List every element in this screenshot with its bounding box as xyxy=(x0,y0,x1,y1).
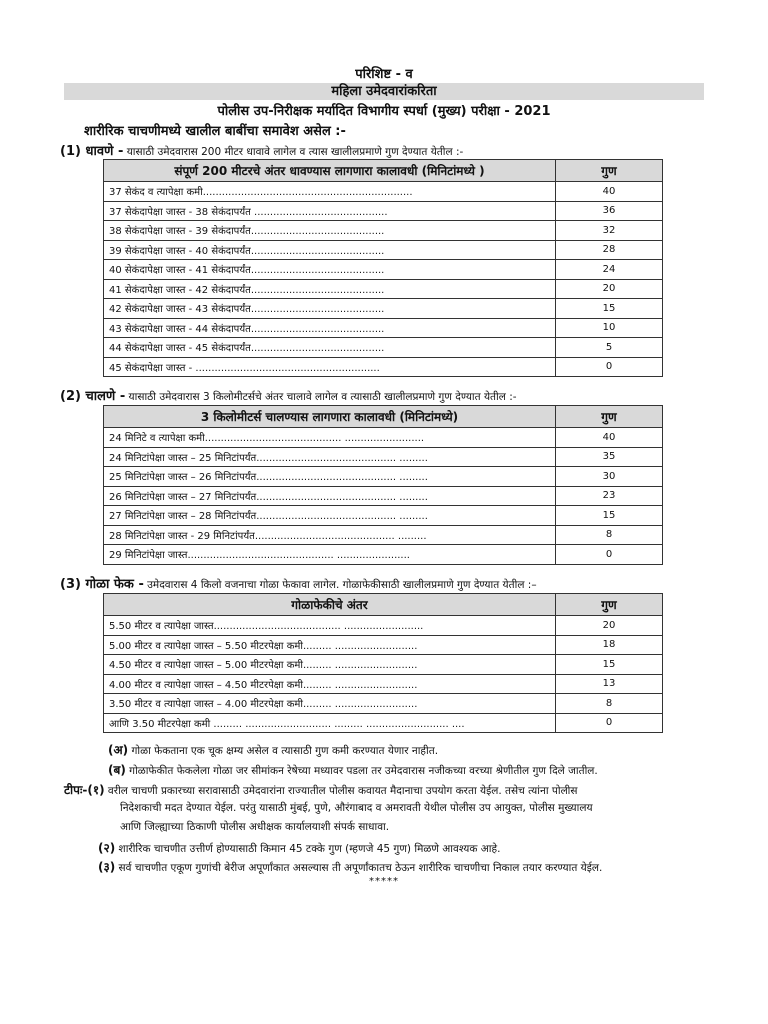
section-text: यासाठी उमेदवारास 3 किलोमीटर्सचे अंतर चालावे लागेल व त्यासाठी खालीलप्रमाणे गुण देण्यात येतील :- xyxy=(125,391,517,403)
note-number: टीपः-(१) xyxy=(64,783,105,797)
table-row xyxy=(104,221,663,241)
exam-title: पोलीस उप-निरीक्षक मर्यादित विभागीय स्पर्धा (मुख्य) परीक्षा - 2021 xyxy=(217,104,551,119)
table-row xyxy=(104,467,663,487)
walking-score-table xyxy=(103,405,663,565)
table-row xyxy=(104,318,663,338)
table-row xyxy=(104,299,663,319)
row-points: 28 xyxy=(556,240,663,260)
table-row xyxy=(104,279,663,299)
row-points: 36 xyxy=(556,201,663,221)
table-row xyxy=(104,240,663,260)
table-row xyxy=(104,525,663,545)
column-header: 3 किलोमीटर्स चालण्यास लागणारा कालावधी (मिनिटांमध्ये) xyxy=(104,406,556,428)
column-header: गुण xyxy=(556,160,663,182)
row-points: 0 xyxy=(556,545,663,565)
row-label: 3.50 मीटर व त्यापेक्षा जास्त – 4.00 मीटरपेक्षा कमी......... .......................... xyxy=(104,694,556,714)
row-label: 27 मिनिटांपेक्षा जास्त – 28 मिनिटांपर्यंत............................................ ......... xyxy=(104,506,556,526)
note-number: (३) xyxy=(98,860,116,874)
table-row xyxy=(104,545,663,565)
row-label: 45 सेकंदापेक्षा जास्त - .......................................................... xyxy=(104,357,556,377)
table-row xyxy=(104,616,663,636)
note-b xyxy=(108,761,598,778)
row-label: 5.50 मीटर व त्यापेक्षा जास्त........................................ ......................... xyxy=(104,616,556,636)
row-points: 20 xyxy=(556,279,663,299)
row-points: 24 xyxy=(556,260,663,280)
section-number: (1) धावणे - xyxy=(60,144,124,159)
row-points: 8 xyxy=(556,525,663,545)
row-points: 5 xyxy=(556,338,663,358)
row-points: 32 xyxy=(556,221,663,241)
table-header-row xyxy=(104,406,663,428)
table-row xyxy=(104,506,663,526)
row-points: 40 xyxy=(556,182,663,202)
column-header: संपूर्ण 200 मीटरचे अंतर धावण्यास लागणारा कालावधी (मिनिटांमध्ये ) xyxy=(104,160,556,182)
shotput-score-table xyxy=(103,593,663,733)
note-number: (२) xyxy=(98,841,116,855)
intro-heading: शारीरिक चाचणीमध्ये खालील बाबींचा समावेश असेल :- xyxy=(84,124,346,139)
table-row xyxy=(104,713,663,733)
row-label: 5.00 मीटर व त्यापेक्षा जास्त – 5.50 मीटरपेक्षा कमी......... .......................... xyxy=(104,635,556,655)
row-label: 26 मिनिटांपेक्षा जास्त – 27 मिनिटांपर्यंत............................................ ......... xyxy=(104,486,556,506)
row-label: 41 सेकंदापेक्षा जास्त - 42 सेकंदापर्यंत.......................................... xyxy=(104,279,556,299)
row-label: 40 सेकंदापेक्षा जास्त - 41 सेकंदापर्यंत.......................................... xyxy=(104,260,556,280)
section-number: (2) चालणे - xyxy=(60,389,126,404)
remark-2 xyxy=(98,839,500,856)
row-label: 25 मिनिटांपेक्षा जास्त – 26 मिनिटांपर्यंत............................................ ......... xyxy=(104,467,556,487)
table-row xyxy=(104,694,663,714)
remark-1-line2: निदेशकाची मदत देण्यात येईल. परंतु यासाठी मुंबई, पुणे, औरंगाबाद व अमरावती येथील पोलीस उप आयुक्त, पोलीस मुख्यालय xyxy=(120,802,593,814)
row-points: 15 xyxy=(556,506,663,526)
note-text: वरील चाचणी प्रकारच्या सरावासाठी उमेदवारांना राज्यातील पोलीस कवायत मैदानाचा उपयोग करता येईल. तसेच त्यांना पोलीस xyxy=(104,785,578,797)
row-label: 24 मिनिटांपेक्षा जास्त – 25 मिनिटांपर्यंत............................................ ......... xyxy=(104,447,556,467)
row-points: 20 xyxy=(556,616,663,636)
row-points: 23 xyxy=(556,486,663,506)
row-points: 40 xyxy=(556,428,663,448)
row-label: 29 मिनिटांपेक्षा जास्त.............................................. ....................... xyxy=(104,545,556,565)
table-row xyxy=(104,357,663,377)
row-points: 35 xyxy=(556,447,663,467)
remark-1 xyxy=(64,781,578,798)
note-text: गोळा फेकताना एक चूक क्षम्य असेल व त्यासाठी गुण कमी करण्यात येणार नाहीत. xyxy=(128,745,439,757)
table-row xyxy=(104,655,663,675)
row-points: 13 xyxy=(556,674,663,694)
table-row xyxy=(104,201,663,221)
end-marker: ***** xyxy=(369,876,399,887)
row-label: 4.00 मीटर व त्यापेक्षा जास्त – 4.50 मीटरपेक्षा कमी......... .......................... xyxy=(104,674,556,694)
row-points: 0 xyxy=(556,713,663,733)
table-row xyxy=(104,260,663,280)
row-label: 44 सेकंदापेक्षा जास्त - 45 सेकंदापर्यंत.......................................... xyxy=(104,338,556,358)
row-points: 30 xyxy=(556,467,663,487)
row-label: 37 सेकंद व त्यापेक्षा कमी.................................................................. xyxy=(104,182,556,202)
note-a xyxy=(108,741,438,758)
running-score-table xyxy=(103,159,663,377)
row-label: 39 सेकंदापेक्षा जास्त - 40 सेकंदापर्यंत.......................................... xyxy=(104,240,556,260)
section-number: (3) गोळा फेक - xyxy=(60,577,144,592)
table-header-row xyxy=(104,594,663,616)
section-walking-heading xyxy=(60,386,517,404)
row-points: 8 xyxy=(556,694,663,714)
table-row xyxy=(104,486,663,506)
row-label: 4.50 मीटर व त्यापेक्षा जास्त – 5.00 मीटरपेक्षा कमी......... .......................... xyxy=(104,655,556,675)
row-points: 15 xyxy=(556,299,663,319)
section-running-heading xyxy=(60,141,463,159)
note-text: सर्व चाचणीत एकूण गुणांची बेरीज अपूर्णांकात असल्यास ती अपूर्णांकातच ठेऊन शारीरिक चाचणीचा निकाल तयार करण्यात येईल. xyxy=(115,862,603,874)
appendix-title: परिशिष्ट - व xyxy=(355,67,413,82)
row-label: 24 मिनिटे व त्यापेक्षा कमी........................................... ......................... xyxy=(104,428,556,448)
row-points: 10 xyxy=(556,318,663,338)
row-label: 43 सेकंदापेक्षा जास्त - 44 सेकंदापर्यंत.......................................... xyxy=(104,318,556,338)
table-header-row xyxy=(104,160,663,182)
note-text: गोळाफेकीत फेकलेला गोळा जर सीमांकन रेषेच्या मध्यावर पडला तर उमेदवारास नजीकच्या वरच्या श्रेणीतील गुण दिले जातील. xyxy=(125,765,598,777)
table-row xyxy=(104,428,663,448)
row-points: 0 xyxy=(556,357,663,377)
row-label: 37 सेकंदापेक्षा जास्त - 38 सेकंदापर्यंत .......................................... xyxy=(104,201,556,221)
row-label: 28 मिनिटांपेक्षा जास्त - 29 मिनिटांपर्यंत............................................ ......... xyxy=(104,525,556,545)
note-number: (ब) xyxy=(108,763,126,777)
row-points: 15 xyxy=(556,655,663,675)
table-row xyxy=(104,338,663,358)
table-row xyxy=(104,447,663,467)
section-text: उमेदवारास 4 किलो वजनाचा गोळा फेकावा लागेल. गोळाफेकीसाठी खालीलप्रमाणे गुण देण्यात येतील :– xyxy=(143,579,537,591)
remark-1-line3: आणि जिल्ह्याच्या ठिकाणी पोलीस अधीक्षक कार्यालयाशी संपर्क साधावा. xyxy=(120,821,390,833)
row-label: आणि 3.50 मीटरपेक्षा कमी ......... ........................... ......... .......................... .... xyxy=(104,713,556,733)
table-row xyxy=(104,182,663,202)
note-text: शारीरिक चाचणीत उत्तीर्ण होण्यासाठी किमान 45 टक्के गुण (म्हणजे 45 गुण) मिळणे आवश्यक आहे. xyxy=(115,843,501,855)
table-row xyxy=(104,674,663,694)
column-header: गुण xyxy=(556,594,663,616)
row-label: 38 सेकंदापेक्षा जास्त - 39 सेकंदापर्यंत.......................................... xyxy=(104,221,556,241)
column-header: गोळाफेकीचे अंतर xyxy=(104,594,556,616)
row-label: 42 सेकंदापेक्षा जास्त - 43 सेकंदापर्यंत.......................................... xyxy=(104,299,556,319)
remark-3 xyxy=(98,858,602,875)
women-candidates-heading: महिला उमेदवारांकरिता xyxy=(64,83,704,100)
row-points: 18 xyxy=(556,635,663,655)
section-shotput-heading xyxy=(60,574,537,592)
column-header: गुण xyxy=(556,406,663,428)
table-row xyxy=(104,635,663,655)
section-text: यासाठी उमेदवारास 200 मीटर धावावे लागेल व त्यास खालीलप्रमाणे गुण देण्यात येतील :- xyxy=(123,146,464,158)
note-number: (अ) xyxy=(108,743,129,757)
